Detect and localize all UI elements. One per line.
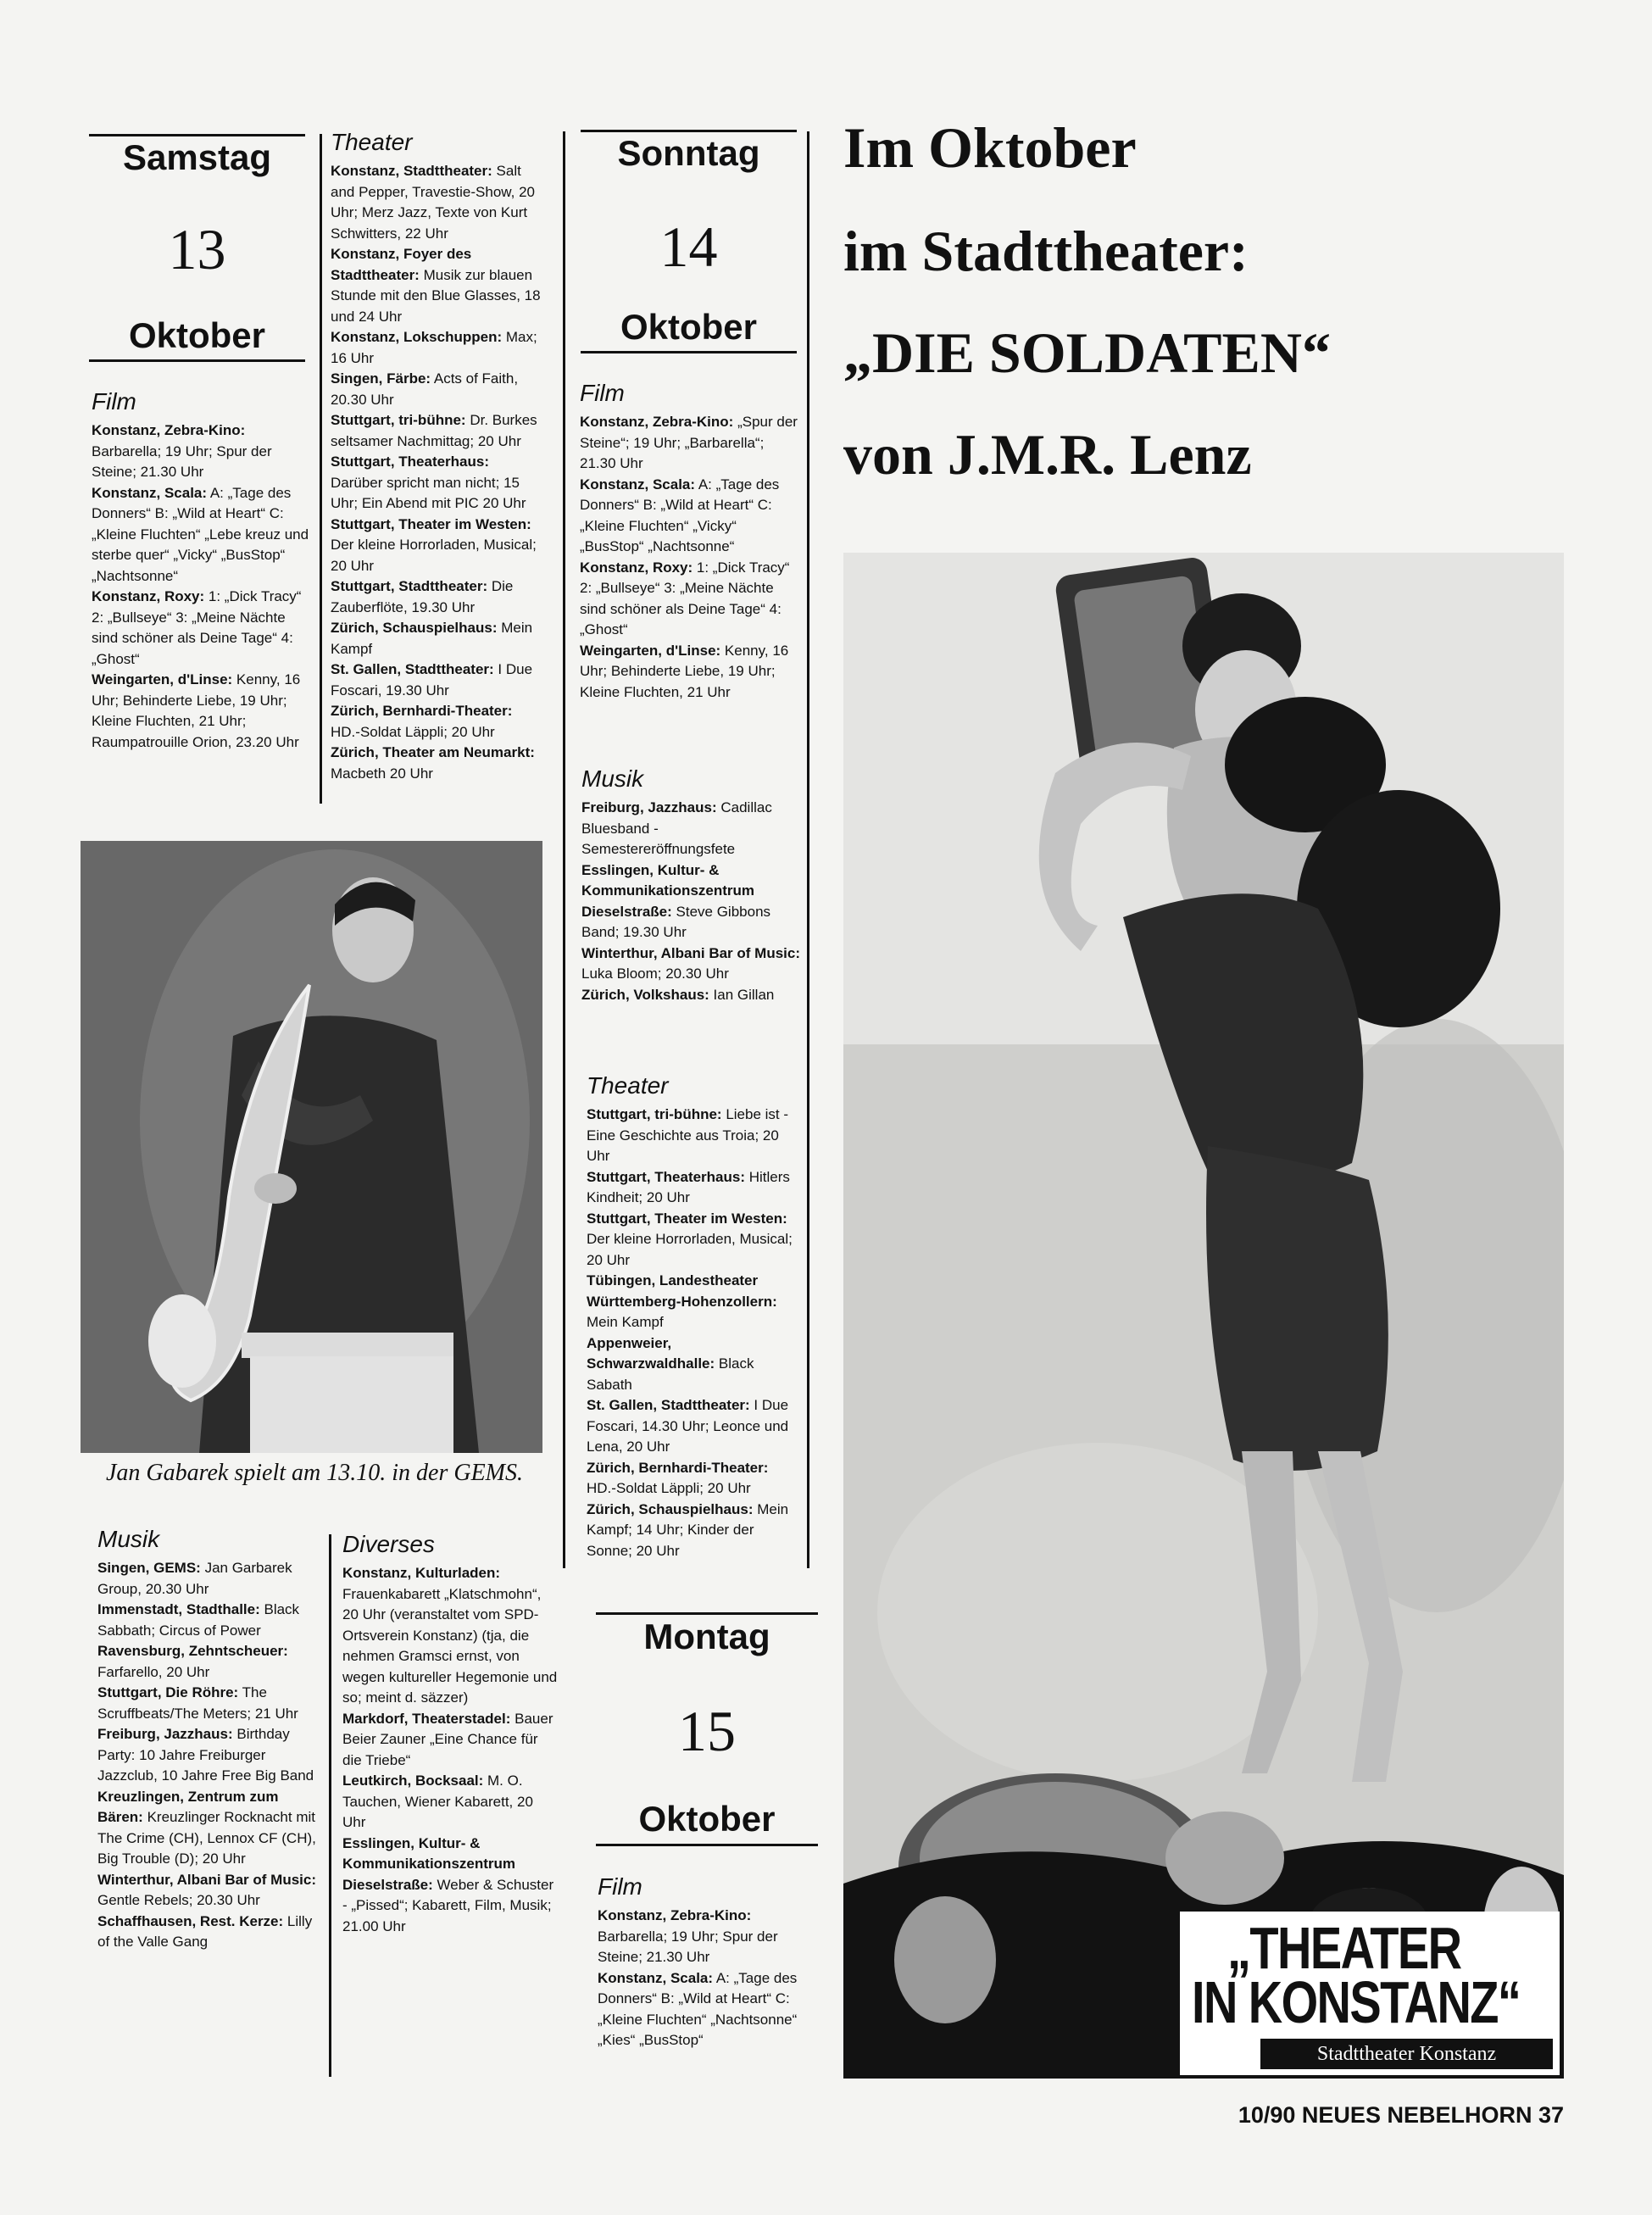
venue-name: Konstanz, Zebra-Kino: bbox=[92, 422, 246, 438]
column-rule bbox=[563, 131, 565, 1568]
month-saturday: Oktober bbox=[128, 315, 266, 355]
event-details: A: „Tage des Donners“ B: „Wild at Heart“ C: „Kleine Fluchten“ „Nachtsonne“ „Kies“ „BusStop“ bbox=[598, 1969, 798, 2048]
venue-name: Leutkirch, Bocksaal: bbox=[342, 1773, 484, 1789]
headline-line-2: im Stadttheater: bbox=[843, 219, 1249, 283]
listing-entry bbox=[97, 1600, 320, 1641]
listing-entry bbox=[331, 244, 544, 327]
event-details: „Spur der Steine“; 19 Uhr; „Barbarella“; 21.30 Uhr bbox=[580, 414, 798, 471]
event-details: Barbarella; 19 Uhr; Spur der Steine; 21.30 Uhr bbox=[92, 442, 272, 480]
venue-name: Singen, GEMS: bbox=[97, 1560, 201, 1576]
venue-name: Stuttgart, tri-bühne: bbox=[331, 412, 466, 428]
section-sun-musik bbox=[581, 765, 800, 1005]
listing-entry bbox=[581, 860, 800, 943]
listing-entry bbox=[587, 1500, 800, 1562]
venue-name: Weingarten, d'Linse: bbox=[580, 642, 721, 659]
listing-entry bbox=[331, 743, 544, 784]
listing-entry bbox=[598, 1906, 820, 1968]
section-mon-film bbox=[598, 1873, 820, 2051]
month-sunday: Oktober bbox=[620, 307, 758, 347]
venue-name: Markdorf, Theaterstadel: bbox=[342, 1710, 511, 1727]
event-details: Frauenkabarett „Klatschmohn“, 20 Uhr (veranstaltet vom SPD-Ortsverein Konstanz) (tja, die nehmen Gramsci ernst, von wegen kultureller Hegemonie und so; meint d. säzzer) bbox=[342, 1585, 558, 1706]
listing-entry bbox=[331, 515, 544, 577]
venue-name: Zürich, Schauspielhaus: bbox=[587, 1500, 754, 1517]
entry-list bbox=[598, 1906, 820, 2051]
section-heading: Musik bbox=[581, 765, 644, 792]
listing-entry bbox=[331, 452, 544, 515]
listing-entry bbox=[331, 327, 544, 369]
headline-line-3: „DIE SOLDATEN“ bbox=[843, 320, 1331, 385]
divider bbox=[89, 134, 305, 136]
listing-entry bbox=[587, 1167, 800, 1209]
event-details: 1: „Dick Tracy“ 2: „Bullseye“ 3: „Meine Nächte sind schöner als Deine Tage“ 4: „Ghost“ bbox=[580, 559, 790, 637]
event-details: Hitlers Kindheit; 20 Uhr bbox=[587, 1168, 790, 1205]
venue-name: Schaffhausen, Rest. Kerze: bbox=[97, 1912, 284, 1929]
section-heading: Diverses bbox=[342, 1531, 435, 1557]
event-details: Barbarella; 19 Uhr; Spur der Steine; 21.30 Uhr bbox=[598, 1928, 778, 1965]
listing-entry bbox=[331, 618, 544, 659]
event-details: Farfarello, 20 Uhr bbox=[97, 1663, 210, 1680]
event-details: A: „Tage des Donners“ B: „Wild at Heart“ C: „Kleine Fluchten“ „Vicky“ „BusStop“ „Nachtsonne“ bbox=[580, 476, 780, 554]
event-details: Steve Gibbons Band; 19.30 Uhr bbox=[581, 903, 771, 940]
event-details: Kenny, 16 Uhr; Behinderte Liebe, 19 Uhr; Kleine Fluchten, 21 Uhr bbox=[580, 642, 789, 700]
logo-line-2: IN KONSTANZ“ bbox=[1192, 1969, 1521, 2035]
venue-name: Stuttgart, Die Röhre: bbox=[97, 1684, 239, 1700]
event-details: Black Sabath bbox=[587, 1355, 754, 1393]
venue-name: Zürich, Volkshaus: bbox=[581, 986, 709, 1003]
event-details: Jan Garbarek Group, 20.30 Uhr bbox=[97, 1560, 292, 1597]
listing-entry bbox=[580, 641, 800, 704]
venue-name: Konstanz, Kulturladen: bbox=[342, 1565, 501, 1581]
saxophonist-illustration bbox=[81, 841, 542, 1453]
venue-name: Weingarten, d'Linse: bbox=[92, 671, 233, 687]
event-details: Ian Gillan bbox=[709, 986, 775, 1003]
venue-name: Konstanz, Scala: bbox=[598, 1969, 714, 1986]
venue-name: Winterthur, Albani Bar of Music: bbox=[581, 944, 801, 961]
headline-line-1: Im Oktober bbox=[843, 115, 1137, 180]
listing-entry bbox=[97, 1641, 320, 1683]
event-details: Salt and Pepper, Travestie-Show, 20 Uhr; Merz Jazz, Texte von Kurt Schwitters, 22 Uhr bbox=[331, 163, 535, 242]
soldaten-illustration bbox=[843, 553, 1564, 2079]
event-details: Lilly of the Valle Gang bbox=[97, 1912, 313, 1950]
listing-entry bbox=[580, 475, 800, 558]
event-details: M. O. Tauchen, Wiener Kabarett, 20 Uhr bbox=[342, 1773, 533, 1830]
event-details: The Scruffbeats/The Meters; 21 Uhr bbox=[97, 1684, 298, 1722]
event-details: Die Zauberflöte, 19.30 Uhr bbox=[331, 578, 514, 615]
section-sat-musik bbox=[97, 1526, 320, 1953]
venue-name: Konstanz, Stadttheater: bbox=[331, 163, 492, 179]
entry-list bbox=[92, 420, 310, 753]
listing-entry bbox=[331, 576, 544, 618]
venue-name: Stuttgart, Theaterhaus: bbox=[587, 1168, 746, 1185]
month-monday: Oktober bbox=[638, 1799, 776, 1839]
day-name-saturday: Samstag bbox=[122, 137, 272, 177]
listing-entry bbox=[331, 659, 544, 701]
listing-entry bbox=[587, 1209, 800, 1272]
listing-entry bbox=[92, 587, 310, 670]
venue-name: Konstanz, Scala: bbox=[580, 476, 696, 493]
listing-entry bbox=[331, 701, 544, 743]
listing-entry bbox=[580, 558, 800, 641]
venue-name: Konstanz, Scala: bbox=[92, 484, 208, 501]
listing-entry bbox=[581, 943, 800, 985]
venue-name: St. Gallen, Stadttheater: bbox=[587, 1397, 750, 1413]
listing-entry bbox=[581, 798, 800, 860]
event-details: Liebe ist - Eine Geschichte aus Troia; 20 Uhr bbox=[587, 1106, 789, 1164]
event-details: HD.-Soldat Läppli; 20 Uhr bbox=[587, 1480, 751, 1496]
day-number-sunday: 14 bbox=[659, 214, 718, 279]
event-details: Kenny, 16 Uhr; Behinderte Liebe, 19 Uhr; Kleine Fluchten, 21 Uhr; Raumpatrouille Orion, 23.20 Uhr bbox=[92, 671, 301, 750]
event-details: Bauer Beier Zauner „Eine Chance für die Triebe“ bbox=[342, 1710, 553, 1768]
event-details: Acts of Faith, 20.30 Uhr bbox=[331, 370, 519, 408]
headline-line-4: von J.M.R. Lenz bbox=[843, 422, 1252, 487]
listing-entry bbox=[587, 1395, 800, 1458]
listing-entry bbox=[342, 1771, 559, 1834]
venue-name: Esslingen, Kultur- & Kommunikationszentrum Dieselstraße: bbox=[581, 861, 755, 920]
day-number-monday: 15 bbox=[678, 1699, 736, 1763]
venue-name: Zürich, Theater am Neumarkt: bbox=[331, 744, 535, 760]
event-details: Mein Kampf; 14 Uhr; Kinder der Sonne; 20 Uhr bbox=[587, 1500, 789, 1559]
listing-entry bbox=[342, 1834, 559, 1938]
listing-entry bbox=[97, 1558, 320, 1600]
venue-name: Kreuzlingen, Zentrum zum Bären: bbox=[97, 1788, 279, 1825]
event-details: Max; 16 Uhr bbox=[331, 329, 537, 366]
venue-name: Konstanz, Lokschuppen: bbox=[331, 329, 503, 345]
event-details: Black Sabbath; Circus of Power bbox=[97, 1601, 300, 1639]
section-heading: Film bbox=[92, 388, 136, 415]
day-name-monday: Montag bbox=[643, 1617, 770, 1656]
listing-entry bbox=[331, 410, 544, 452]
venue-name: Stuttgart, Theaterhaus: bbox=[331, 454, 490, 470]
listing-entry bbox=[92, 483, 310, 587]
event-details: Kreuzlinger Rocknacht mit The Crime (CH), Lennox CF (CH), Big Trouble (D); 20 Uhr bbox=[97, 1809, 316, 1867]
event-details: Mein Kampf bbox=[587, 1314, 664, 1330]
event-details: Macbeth 20 Uhr bbox=[331, 765, 433, 782]
listing-entry bbox=[97, 1724, 320, 1787]
event-details: I Due Foscari, 19.30 Uhr bbox=[331, 661, 533, 698]
event-details: 1: „Dick Tracy“ 2: „Bullseye“ 3: „Meine Nächte sind schöner als Deine Tage“ 4: „Ghost“ bbox=[92, 588, 302, 667]
photo-caption: Jan Gabarek spielt am 13.10. in der GEMS. bbox=[106, 1460, 523, 1486]
venue-name: Konstanz, Zebra-Kino: bbox=[598, 1907, 752, 1923]
entry-list bbox=[581, 798, 800, 1005]
day-name-sunday: Sonntag bbox=[617, 133, 760, 173]
venue-name: Zürich, Bernhardi-Theater: bbox=[331, 703, 513, 719]
venue-name: Esslingen, Kultur- & Kommunikationszentrum Dieselstraße: bbox=[342, 1834, 516, 1893]
venue-name: Singen, Färbe: bbox=[331, 370, 431, 387]
venue-name: Stuttgart, Stadttheater: bbox=[331, 578, 488, 594]
section-heading: Theater bbox=[331, 129, 413, 155]
section-sat-film bbox=[92, 388, 310, 753]
event-details: Birthday Party: 10 Jahre Freiburger Jazzclub, 10 Jahre Free Big Band bbox=[97, 1726, 314, 1784]
venue-name: Stuttgart, Theater im Westen: bbox=[587, 1210, 787, 1227]
listing-entry bbox=[331, 161, 544, 244]
theater-konstanz-logo bbox=[1180, 1912, 1560, 2075]
listing-entry bbox=[97, 1787, 320, 1870]
event-details: Mein Kampf bbox=[331, 620, 533, 657]
divider bbox=[89, 359, 305, 362]
divider bbox=[581, 351, 797, 353]
venue-name: Ravensburg, Zehntscheuer: bbox=[97, 1643, 288, 1659]
venue-name: Winterthur, Albani Bar of Music: bbox=[97, 1871, 317, 1888]
venue-name: Stuttgart, tri-bühne: bbox=[587, 1106, 722, 1122]
entry-list bbox=[587, 1105, 800, 1561]
venue-name: Immenstadt, Stadthalle: bbox=[97, 1601, 260, 1617]
entry-list bbox=[331, 161, 544, 784]
listing-entry bbox=[587, 1105, 800, 1167]
event-details: Musik zur blauen Stunde mit den Blue Glasses, 18 und 24 Uhr bbox=[331, 266, 541, 325]
listing-entry bbox=[587, 1333, 800, 1396]
page-footer: 10/90 NEUES NEBELHORN 37 bbox=[1238, 2102, 1564, 2128]
listing-entry bbox=[342, 1563, 559, 1709]
column-rule bbox=[320, 134, 322, 804]
listing-entry bbox=[587, 1271, 800, 1333]
venue-name: Stuttgart, Theater im Westen: bbox=[331, 515, 531, 532]
venue-name: Tübingen, Landestheater Württemberg-Hohenzollern: bbox=[587, 1272, 777, 1310]
soldaten-photo bbox=[843, 553, 1564, 2079]
section-sat-diverses bbox=[342, 1531, 559, 1937]
entry-list bbox=[580, 412, 800, 703]
section-sun-film bbox=[580, 380, 800, 703]
section-heading: Film bbox=[580, 380, 625, 406]
day-number-saturday: 13 bbox=[168, 217, 226, 281]
section-sat-theater bbox=[331, 129, 544, 784]
listing-entry bbox=[331, 369, 544, 410]
event-details: Gentle Rebels; 20.30 Uhr bbox=[97, 1892, 260, 1908]
event-details: I Due Foscari, 14.30 Uhr; Leonce und Lena, 20 Uhr bbox=[587, 1397, 789, 1455]
listing-entry bbox=[92, 420, 310, 483]
venue-name: Konstanz, Roxy: bbox=[92, 588, 205, 604]
listing-entry bbox=[342, 1709, 559, 1772]
listing-entry bbox=[581, 985, 800, 1006]
listing-entry bbox=[580, 412, 800, 475]
event-details: Cadillac Bluesband - Semestereröffnungsfete bbox=[581, 799, 772, 857]
divider bbox=[596, 1844, 818, 1846]
venue-name: Konstanz, Zebra-Kino: bbox=[580, 414, 734, 430]
event-details: Der kleine Horrorladen, Musical; 20 Uhr bbox=[587, 1231, 793, 1268]
venue-name: Freiburg, Jazzhaus: bbox=[97, 1726, 233, 1742]
entry-list bbox=[97, 1558, 320, 1953]
event-details: Weber & Schuster - „Pissed“; Kabarett, Film, Musik; 21.00 Uhr bbox=[342, 1876, 554, 1934]
venue-name: Zürich, Schauspielhaus: bbox=[331, 620, 498, 636]
event-details: HD.-Soldat Läppli; 20 Uhr bbox=[331, 723, 495, 740]
section-heading: Theater bbox=[587, 1072, 669, 1099]
listing-entry bbox=[97, 1912, 320, 1953]
listing-entry bbox=[587, 1458, 800, 1500]
venue-name: Konstanz, Foyer des Stadttheater: bbox=[331, 246, 472, 283]
listing-entry bbox=[598, 1968, 820, 2051]
divider bbox=[581, 130, 797, 132]
event-details: Dr. Burkes seltsamer Nachmittag; 20 Uhr bbox=[331, 412, 537, 449]
column-rule bbox=[807, 131, 809, 1568]
section-sun-theater bbox=[587, 1072, 800, 1561]
event-details: A: „Tage des Donners“ B: „Wild at Heart“ C: „Kleine Fluchten“ „Lebe kreuz und sterbe quer“ „Vicky“ „BusStop“ „Nachtsonne“ bbox=[92, 484, 309, 584]
saxophonist-photo bbox=[81, 841, 542, 1453]
listing-entry bbox=[97, 1870, 320, 1912]
venue-name: St. Gallen, Stadttheater: bbox=[331, 661, 494, 677]
divider bbox=[596, 1612, 818, 1615]
venue-name: Zürich, Bernhardi-Theater: bbox=[587, 1459, 769, 1476]
logo-line-1: „THEATER bbox=[1227, 1915, 1461, 1981]
column-rule bbox=[329, 1534, 331, 2077]
venue-name: Konstanz, Roxy: bbox=[580, 559, 693, 576]
entry-list bbox=[342, 1563, 559, 1937]
logo-subtitle: Stadttheater Konstanz bbox=[1260, 2039, 1553, 2069]
venue-name: Appenweier, Schwarzwaldhalle: bbox=[587, 1334, 715, 1372]
listing-entry bbox=[92, 670, 310, 753]
listing-entry bbox=[97, 1683, 320, 1724]
event-details: Darüber spricht man nicht; 15 Uhr; Ein Abend mit PIC 20 Uhr bbox=[331, 474, 526, 511]
section-heading: Film bbox=[598, 1873, 642, 1900]
section-heading: Musik bbox=[97, 1526, 160, 1552]
venue-name: Freiburg, Jazzhaus: bbox=[581, 799, 717, 815]
event-details: Luka Bloom; 20.30 Uhr bbox=[581, 966, 729, 982]
event-details: Der kleine Horrorladen, Musical; 20 Uhr bbox=[331, 537, 537, 574]
